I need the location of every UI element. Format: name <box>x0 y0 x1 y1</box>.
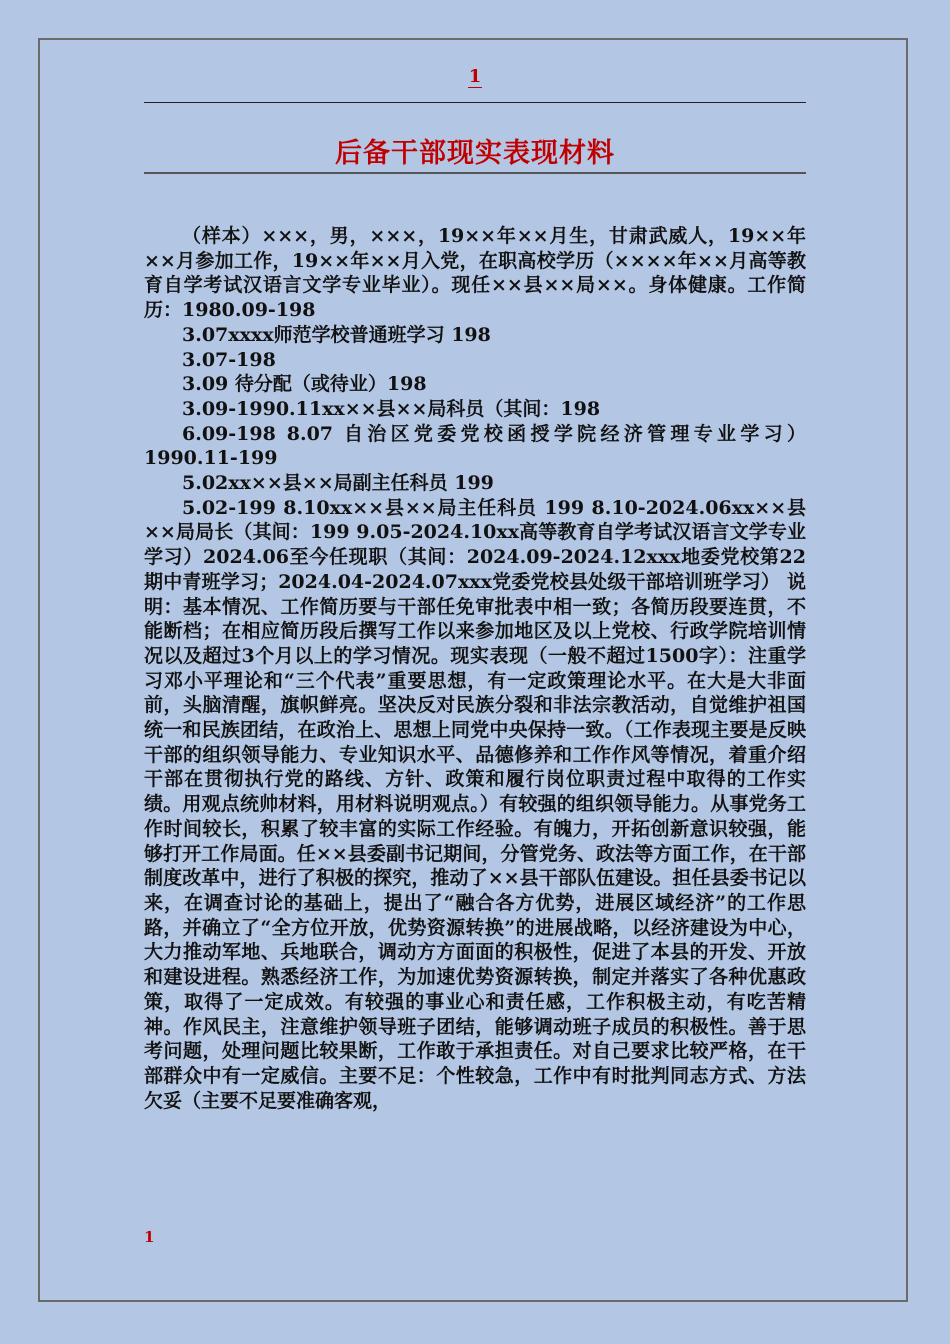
paragraph-resume-2: 3.07-198 <box>182 348 276 371</box>
paragraph-resume-4: 3.09-1990.11xx××县××局科员（其间：198 <box>182 397 601 420</box>
footer-page-number: 1 <box>144 1228 155 1246</box>
paragraph-resume-3: 3.09 待分配（或待业）198 <box>182 373 427 396</box>
title-rule <box>144 172 806 174</box>
paragraph-resume-6: 5.02xx××县××局副主任科员 199 <box>182 472 494 495</box>
header-page-number-text: 1 <box>468 66 482 87</box>
document-body <box>144 224 806 1113</box>
header-rule <box>144 102 806 103</box>
paragraph-resume-5: 6.09-198 8.07 自治区党委党校函授学院经济管理专业学习）1990.11-199 <box>144 422 806 470</box>
paragraph-resume-1: 3.07xxxx师范学校普通班学习 198 <box>182 323 491 346</box>
document-title: 后备干部现实表现材料 <box>335 138 615 169</box>
paragraph-basic-info: （样本）×××，男，×××，19××年××月生，甘肃武威人，19××年××月参加工作，19××年××月入党，在职高校学历（××××年××月高等教育自学考试汉语言文学专业毕业）。现任××县××局××。身体健康。工作简历：1980.09-198 <box>144 225 806 322</box>
header-page-number <box>0 66 950 87</box>
paragraph-performance: 5.02-199 8.10xx××县××局主任科员 199 8.10-2024.06xx××县××局局长（其间：199 9.05-2024.10xx高等教育自学考试汉语言文学专业学习）2024.06至今任现职（其间：2024.09-2024.12xxx地委党校第22期中青班学习；2024.04-2024.07xxx党委党校县处级干部培训班学习） 说明：基本情况、工作简历要与干部任免审批表中相一致；各简历段要连贯，不能断档；在相应简历段后撰写工作以来参加地区及以上党校、行政学院培训情况以及超过3个月以上的学习情况。现实表现（一般不超过1500字）：注重学习邓小平理论和“三个代表”重要思想，有一定政策理论水平。在大是大非面前，头脑清醒，旗帜鲜亮。坚决反对民族分裂和非法宗教活动，自觉维护祖国统一和民族团结，在政治上、思想上同党中央保持一致。（工作表现主要是反映干部的组织领导能力、专业知识水平、品德修养和工作作风等情况，着重介绍干部在贯彻执行党的路线、方针、政策和履行岗位职责过程中取得的工作实绩。用观点统帅材料，用材料说明观点。）有较强的组织领导能力。从事党务工作时间较长，积累了较丰富的实际工作经验。有魄力，开拓创新意识较强，能够打开工作局面。任××县委副书记期间，分管党务、政法等方面工作，在干部制度改革中，进行了积极的探究，推动了××县干部队伍建设。担任县委书记以来，在调查讨论的基础上，提出了“融合各方优势，进展区域经济”的工作思路，并确立了“全方位开放，优势资源转换”的进展战略，以经济建设为中心，大力推动军地、兵地联合，调动方方面面的积极性，促进了本县的开发、开放和建设进程。熟悉经济工作，为加速优势资源转换，制定并落实了各种优惠政策，取得了一定成效。有较强的事业心和责任感，工作积极主动，有吃苦精神。作风民主，注意维护领导班子团结，能够调动班子成员的积极性。善于思考问题，处理问题比较果断，工作敢于承担责任。对自己要求比较严格，在干部群众中有一定威信。主要不足：个性较急，工作中有时批判同志方式、方法欠妥（主要不足要准确客观， <box>144 496 806 1112</box>
